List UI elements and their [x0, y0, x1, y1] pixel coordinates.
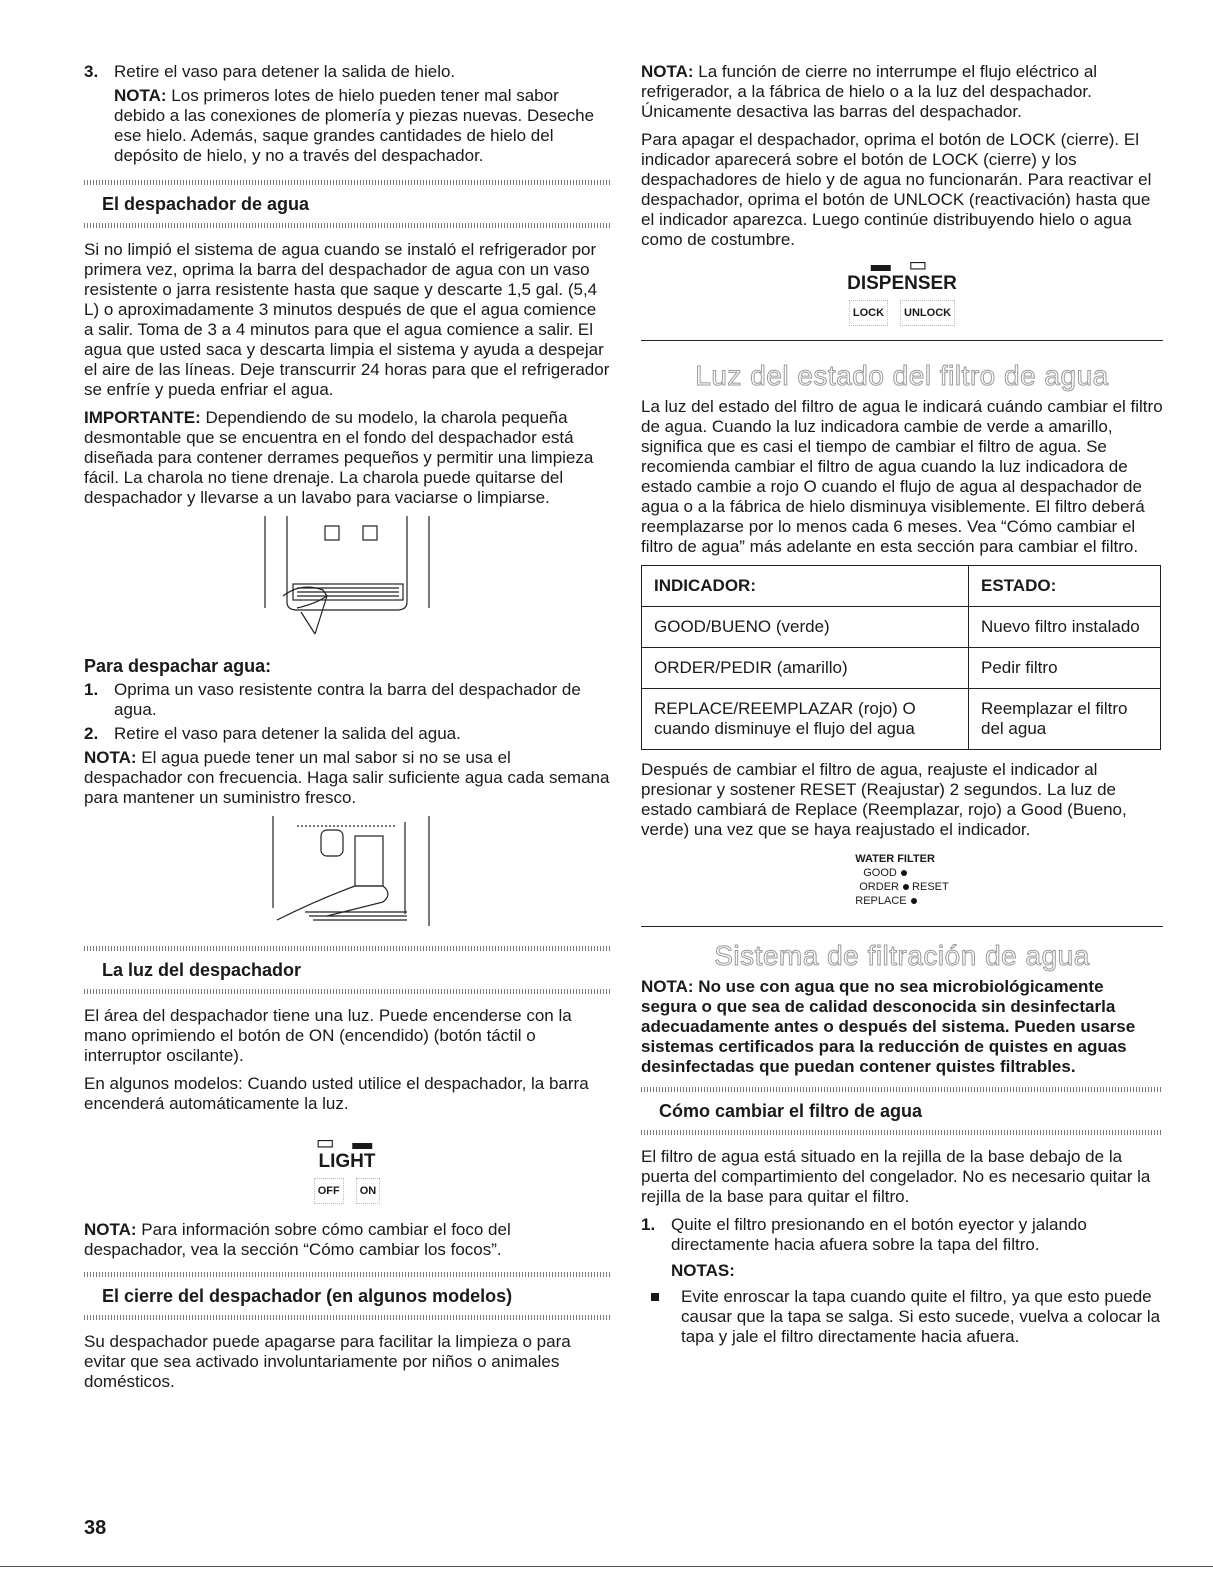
important-paragraph	[84, 408, 610, 508]
light-panel-title: LIGHT	[318, 1151, 376, 1172]
table-cell: GOOD/BUENO (verde)	[642, 607, 969, 648]
indicator-table	[641, 565, 1161, 750]
change-filter-heading: Cómo cambiar el filtro de agua	[659, 1101, 923, 1121]
reset-button[interactable]: RESET	[912, 881, 949, 893]
note-label: NOTA:	[641, 62, 694, 81]
light-panel	[84, 1132, 610, 1204]
light-note	[84, 1220, 610, 1260]
lock-heading: El cierre del despachador (en algunos modelos)	[102, 1286, 513, 1306]
lock-paragraph: Su despachador puede apagarse para facilitar la limpieza o para evitar que sea activado involuntariamente por niños o animales domésticos.	[84, 1332, 571, 1391]
step-number: 1.	[84, 680, 99, 699]
dispense-heading: Para despachar agua:	[84, 656, 272, 676]
step-text: Retire el vaso para detener la salida de hielo.	[114, 62, 456, 81]
drip-tray-illustration	[257, 516, 437, 646]
table-cell: REPLACE/REEMPLAZAR (rojo) O cuando disminuye el flujo del agua	[642, 689, 969, 750]
important-label: IMPORTANTE:	[84, 408, 201, 427]
good-light-icon	[901, 870, 907, 876]
water-dispenser-paragraph: Si no limpió el sistema de agua cuando se instaló el refrigerador por primera vez, oprima la barra del despachador de agua con un vaso resistente o jarra resistente hasta que saque y descarte 1,5 gal. (5,4 L) o aproximadamente 3 minutos después de que el agua comience a salir. Toma de 3 a 4 minutos para que el agua comience a salir. El agua que usted saca y descarta limpia el sistema y ayuda a despejar el aire de las líneas. Deje transcurrir 24 horas para que el refrigerador se enfríe y pueda enfriar el agua.	[84, 240, 610, 399]
bottom-rule	[0, 1566, 1213, 1567]
divider	[84, 223, 610, 228]
dispense-step-2	[84, 724, 610, 744]
table-header-row	[642, 566, 1161, 607]
note-label: NOTA:	[114, 86, 167, 105]
unlock-button[interactable]: UNLOCK	[900, 300, 955, 326]
lock-button[interactable]: LOCK	[849, 300, 888, 326]
step-number: 2.	[84, 724, 99, 743]
order-label: ORDER	[859, 881, 899, 893]
notes-bullet-1	[651, 1287, 1163, 1347]
table-row	[642, 648, 1161, 689]
step-number: 3.	[84, 62, 99, 81]
table-cell: Reemplazar el filtro del agua	[969, 689, 1161, 750]
note-text: No use con agua que no sea microbiológicamente segura o que sea de calidad desconocida sin desinfectarla adecuadamente antes o después del sistema. Pueden usarse sistemas certificados para la reducción de quistes en aguas desinfectadas que puedan contener quistes filtrables.	[641, 977, 1136, 1076]
water-filter-panel	[641, 848, 1163, 918]
important-text: Dependiendo de su modelo, la charola pequeña desmontable que se encuentra en el fondo del despachador está diseñada para contener derrames pequeños y permitir una limpieza fácil. La charola no tiene drenaje. La charola puede quitarse del despachador y llevarse a un lavabo para vaciarse o limpiarse.	[84, 408, 594, 507]
bullet-square-icon	[651, 1293, 659, 1301]
replace-light-icon	[911, 898, 917, 904]
light-paragraph-2: En algunos modelos: Cuando usted utilice el despachador, la barra encenderá automáticamente la luz.	[84, 1074, 589, 1113]
glass-dispensing-illustration	[257, 816, 437, 934]
ice-note	[114, 86, 610, 166]
on-button[interactable]: ON	[356, 1178, 381, 1204]
water-dispenser-heading: El despachador de agua	[102, 194, 310, 214]
note-text: Para información sobre cómo cambiar el foco del despachador, vea la sección “Cómo cambiar los focos”.	[84, 1220, 511, 1259]
divider	[84, 1315, 610, 1320]
filtration-note	[641, 977, 1163, 1077]
table-cell: Pedir filtro	[969, 648, 1161, 689]
lock-paragraph-2: Para apagar el despachador, oprima el botón de LOCK (cierre). El indicador aparecerá sobre el botón de LOCK (cierre) y los despachadores de hielo y de agua no funcionarán. Para reactivar el despachador, oprima el botón de UNLOCK (reactivación) hasta que el indicador aparezca. Luego continúe distribuyendo hielo o agua como de costumbre.	[641, 130, 1152, 249]
light-paragraph-1: El área del despachador tiene una luz. Puede encenderse con la mano oprimiendo el botón de ON (encendido) (botón táctil o interruptor oscilante).	[84, 1006, 572, 1065]
bullet-text: Evite enroscar la tapa cuando quite el filtro, ya que esto puede causar que la tapa se salga. Si esto sucede, vuelva a colocar la tapa y jale el filtro directamente hacia afuera.	[681, 1287, 1161, 1346]
step-3	[84, 62, 610, 82]
order-light-icon	[903, 884, 909, 890]
filter-status-title: Luz del estado del filtro de agua	[695, 360, 1109, 391]
step-text: Retire el vaso para detener la salida del agua.	[114, 724, 461, 743]
right-column	[641, 62, 1163, 1347]
dispenser-indicators: ▬ ▭	[870, 254, 934, 276]
table-row	[642, 689, 1161, 750]
note-label: NOTA:	[84, 1220, 137, 1239]
good-label: GOOD	[863, 867, 897, 879]
table-cell: ORDER/PEDIR (amarillo)	[642, 648, 969, 689]
note-label: NOTA:	[641, 977, 694, 996]
filtration-title: Sistema de filtración de agua	[714, 940, 1090, 971]
header-status: ESTADO:	[969, 566, 1161, 607]
step-number: 1.	[641, 1215, 656, 1234]
lock-note	[641, 62, 1163, 122]
table-row	[642, 607, 1161, 648]
left-column	[84, 62, 610, 1400]
replace-label: REPLACE	[855, 895, 907, 907]
filter-status-paragraph: La luz del estado del filtro de agua le indicará cuándo cambiar el filtro de agua. Cuando la luz indicadora cambie de verde a amarillo, significa que es casi el tiempo de cambiar el filtro de agua. Se recomienda cambiar el filtro de agua cuando la luz indicadora de estado cambie a rojo O cuando el flujo de agua al despachador de agua o a la fábrica de hielo disminuya visiblemente. El filtro deberá reemplazarse por lo menos cada 6 meses. Vea “Cómo cambiar el filtro de agua” más adelante en esta sección para cambiar el filtro.	[641, 397, 1163, 556]
water-note	[84, 748, 610, 808]
water-filter-title: WATER FILTER	[855, 853, 935, 865]
note-label: NOTA:	[84, 748, 137, 767]
step-text: Quite el filtro presionando en el botón eyector y jalando directamente hacia afuera sobre la tapa del filtro.	[671, 1215, 1087, 1254]
light-heading: La luz del despachador	[102, 960, 302, 980]
note-text: El agua puede tener un mal sabor si no se usa el despachador con frecuencia. Haga salir suficiente agua cada semana para mantener un suministro fresco.	[84, 748, 610, 807]
header-indicator: INDICADOR:	[642, 566, 969, 607]
reset-paragraph: Después de cambiar el filtro de agua, reajuste el indicador al presionar y sostener RESET (Reajustar) 2 segundos. La luz de estado cambiará de Replace (Reemplazar, rojo) a Good (Bueno, verde) una vez que se haya reajustado el indicador.	[641, 760, 1127, 839]
change-step-1	[641, 1215, 1163, 1255]
dispenser-panel-title: DISPENSER	[847, 273, 957, 294]
divider	[84, 989, 610, 994]
dispense-step-1	[84, 680, 610, 720]
table-cell: Nuevo filtro instalado	[969, 607, 1161, 648]
note-text: La función de cierre no interrumpe el flujo eléctrico al refrigerador, a la fábrica de hielo o a la luz del despachador. Únicamente desactiva las barras del despachador.	[641, 62, 1098, 121]
page-number: 38	[84, 1517, 107, 1539]
divider	[641, 1130, 1163, 1135]
change-filter-paragraph: El filtro de agua está situado en la rejilla de la base debajo de la puerta del compartimiento del congelador. No es necesario quitar la rejilla de la base para quitar el filtro.	[641, 1147, 1151, 1206]
light-indicators: ▭ ▬	[315, 1132, 379, 1154]
notes-label: NOTAS:	[671, 1261, 735, 1280]
note-text: Los primeros lotes de hielo pueden tener mal sabor debido a las conexiones de plomería y piezas nuevas. Deseche ese hielo. Además, saque grandes cantidades de hielo del depósito de hielo, y no a través del despachador.	[114, 86, 595, 165]
off-button[interactable]: OFF	[314, 1178, 344, 1204]
dispenser-panel	[641, 254, 1163, 326]
step-text: Oprima un vaso resistente contra la barra del despachador de agua.	[114, 680, 581, 719]
